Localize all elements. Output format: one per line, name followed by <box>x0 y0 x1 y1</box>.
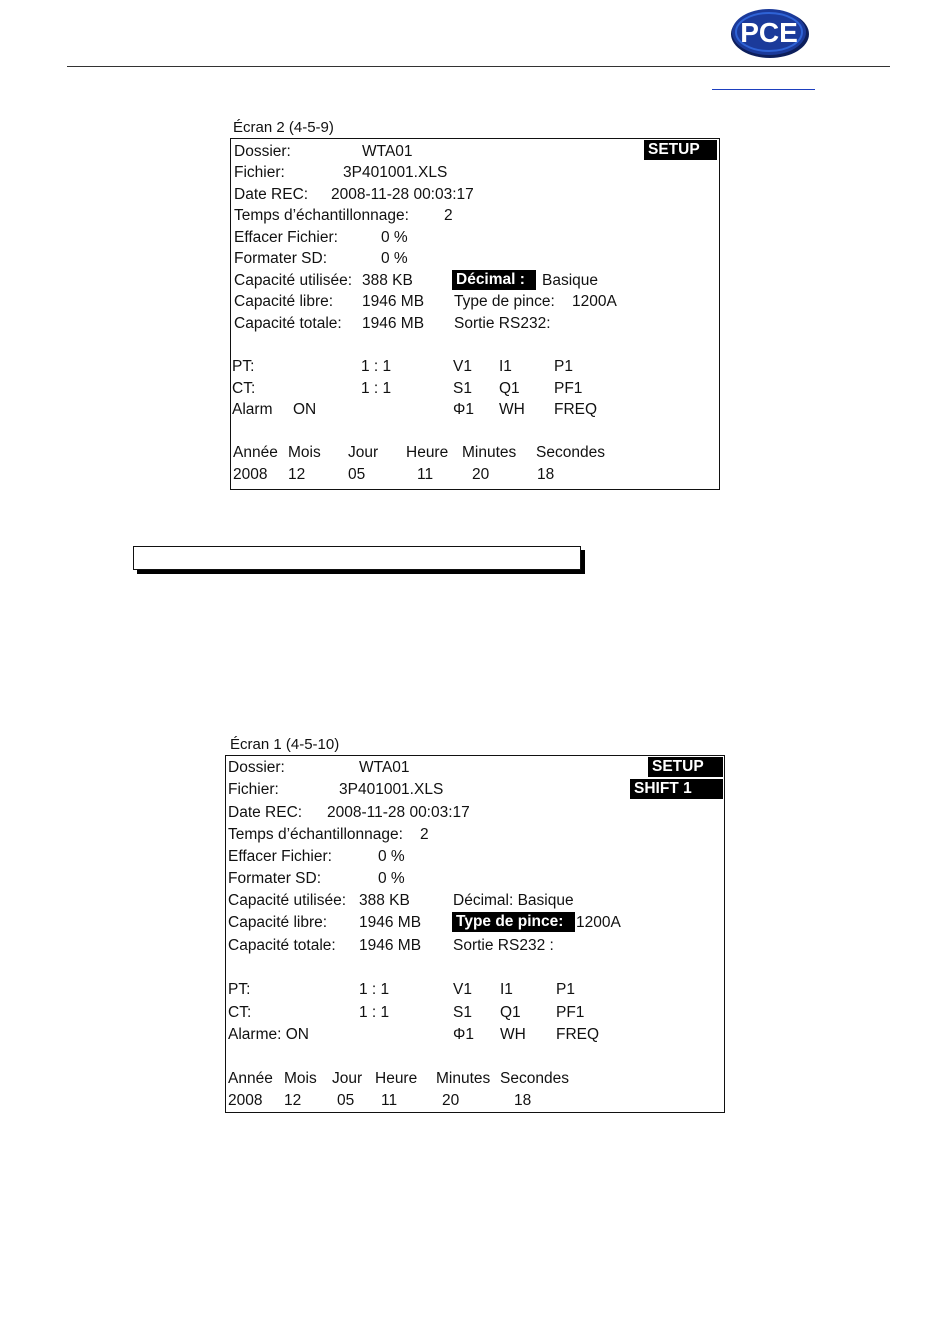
param-pf1: PF1 <box>556 1004 585 1021</box>
param-p1: P1 <box>554 358 573 375</box>
param-pf1: PF1 <box>554 380 583 397</box>
formater-value: 0 % <box>381 250 408 267</box>
formater-label: Formater SD: <box>228 870 322 887</box>
fichier-value: 3P401001.XLS <box>339 781 444 798</box>
effacer-value: 0 % <box>381 229 408 246</box>
pt-value: 1 : 1 <box>359 981 390 998</box>
param-i1: I1 <box>500 981 513 998</box>
temps-label: Temps d’échantillonnage: <box>228 826 403 843</box>
param-phi1: Φ1 <box>453 1026 474 1043</box>
dossier-value: WTA01 <box>359 759 410 776</box>
date-value: 2008-11-28 00:03:17 <box>331 186 474 203</box>
fichier-label: Fichier: <box>234 164 285 181</box>
time-header-heure: Heure <box>375 1070 418 1087</box>
pt-label: PT: <box>228 981 251 998</box>
alarm-value: ON <box>293 401 317 418</box>
ct-label: CT: <box>232 380 256 397</box>
time-value-jour: 05 <box>337 1092 355 1109</box>
time-value-annee: 2008 <box>228 1092 263 1109</box>
time-header-annee: Année <box>228 1070 273 1087</box>
param-v1: V1 <box>453 358 472 375</box>
rs232-label: Sortie RS232: <box>454 315 551 332</box>
date-label: Date REC: <box>228 804 303 821</box>
param-s1: S1 <box>453 1004 472 1021</box>
time-value-minutes: 20 <box>472 466 490 483</box>
time-value-annee: 2008 <box>233 466 268 483</box>
cap-libre-label: Capacité libre: <box>228 914 328 931</box>
decimal-value: Basique <box>542 272 599 289</box>
param-q1: Q1 <box>499 380 520 397</box>
effacer-label: Effacer Fichier: <box>234 229 338 246</box>
param-v1: V1 <box>453 981 472 998</box>
cursor-bar <box>230 353 231 415</box>
param-s1: S1 <box>453 380 472 397</box>
header-rule <box>67 66 890 67</box>
header-link-underline[interactable] <box>712 89 815 90</box>
time-header-heure: Heure <box>406 444 449 461</box>
pince-label-highlight: Type de pince: <box>452 912 575 932</box>
temps-label: Temps d’échantillonnage: <box>234 207 409 224</box>
svg-text:PCE: PCE <box>740 17 798 48</box>
pince-value: 1200A <box>572 293 617 310</box>
temps-value: 2 <box>444 207 453 224</box>
param-i1: I1 <box>499 358 512 375</box>
param-freq: FREQ <box>556 1026 600 1043</box>
param-freq: FREQ <box>554 401 598 418</box>
date-label: Date REC: <box>234 186 309 203</box>
param-p1: P1 <box>556 981 575 998</box>
time-value-secondes: 18 <box>537 466 555 483</box>
time-value-jour: 05 <box>348 466 366 483</box>
time-value-minutes: 20 <box>442 1092 460 1109</box>
time-header-jour: Jour <box>332 1070 363 1087</box>
dossier-value: WTA01 <box>362 143 413 160</box>
time-value-secondes: 18 <box>514 1092 532 1109</box>
formater-label: Formater SD: <box>234 250 328 267</box>
param-wh: WH <box>499 401 525 418</box>
cap-utilisee-label: Capacité utilisée: <box>234 272 353 289</box>
pce-logo <box>729 5 811 59</box>
temps-value: 2 <box>420 826 429 843</box>
time-header-jour: Jour <box>348 444 379 461</box>
time-value-mois: 12 <box>288 466 306 483</box>
cap-totale-value: 1946 MB <box>359 937 422 954</box>
date-value: 2008-11-28 00:03:17 <box>327 804 470 821</box>
decimal-text: Décimal: Basique <box>453 892 574 909</box>
ct-value: 1 : 1 <box>361 380 392 397</box>
rs232-label: Sortie RS232 : <box>453 937 554 954</box>
ct-value: 1 : 1 <box>359 1004 390 1021</box>
time-header-annee: Année <box>233 444 278 461</box>
time-header-minutes: Minutes <box>462 444 517 461</box>
screen-top <box>230 138 720 490</box>
time-header-minutes: Minutes <box>436 1070 491 1087</box>
fichier-label: Fichier: <box>228 781 279 798</box>
pince-label: Type de pince: <box>454 293 555 310</box>
shift-badge: SHIFT 1 <box>630 779 723 799</box>
screen-bottom <box>225 755 725 1113</box>
cap-utilisee-label: Capacité utilisée: <box>228 892 347 909</box>
cap-libre-label: Capacité libre: <box>234 293 334 310</box>
param-wh: WH <box>500 1026 526 1043</box>
screen-bottom-caption: Écran 1 (4-5-10) <box>230 736 340 753</box>
dossier-label: Dossier: <box>234 143 291 160</box>
pince-value: 1200A <box>576 914 621 931</box>
cap-libre-value: 1946 MB <box>359 914 422 931</box>
cap-utilisee-value: 388 KB <box>359 892 410 909</box>
blank-frame <box>133 546 581 570</box>
cap-totale-label: Capacité totale: <box>234 315 342 332</box>
effacer-label: Effacer Fichier: <box>228 848 332 865</box>
param-phi1: Φ1 <box>453 401 474 418</box>
time-value-mois: 12 <box>284 1092 302 1109</box>
setup-badge: SETUP <box>644 140 717 160</box>
time-header-mois: Mois <box>284 1070 317 1087</box>
time-header-mois: Mois <box>288 444 321 461</box>
cap-libre-value: 1946 MB <box>362 293 425 310</box>
effacer-value: 0 % <box>378 848 405 865</box>
pt-value: 1 : 1 <box>361 358 392 375</box>
cap-utilisee-value: 388 KB <box>362 272 413 289</box>
fichier-value: 3P401001.XLS <box>343 164 448 181</box>
time-header-secondes: Secondes <box>500 1070 569 1087</box>
dossier-label: Dossier: <box>228 759 285 776</box>
time-value-heure: 11 <box>417 466 434 483</box>
decimal-label-highlight: Décimal : <box>452 270 536 290</box>
alarm-label: Alarm <box>232 401 273 418</box>
pt-label: PT: <box>232 358 255 375</box>
time-value-heure: 11 <box>381 1092 398 1109</box>
setup-badge: SETUP <box>648 757 723 777</box>
screen-top-caption: Écran 2 (4-5-9) <box>233 119 334 136</box>
ct-label: CT: <box>228 1004 252 1021</box>
cap-totale-label: Capacité totale: <box>228 937 336 954</box>
param-q1: Q1 <box>500 1004 521 1021</box>
time-header-secondes: Secondes <box>536 444 605 461</box>
formater-value: 0 % <box>378 870 405 887</box>
cap-totale-value: 1946 MB <box>362 315 425 332</box>
alarme-text: Alarme: ON <box>228 1026 309 1043</box>
